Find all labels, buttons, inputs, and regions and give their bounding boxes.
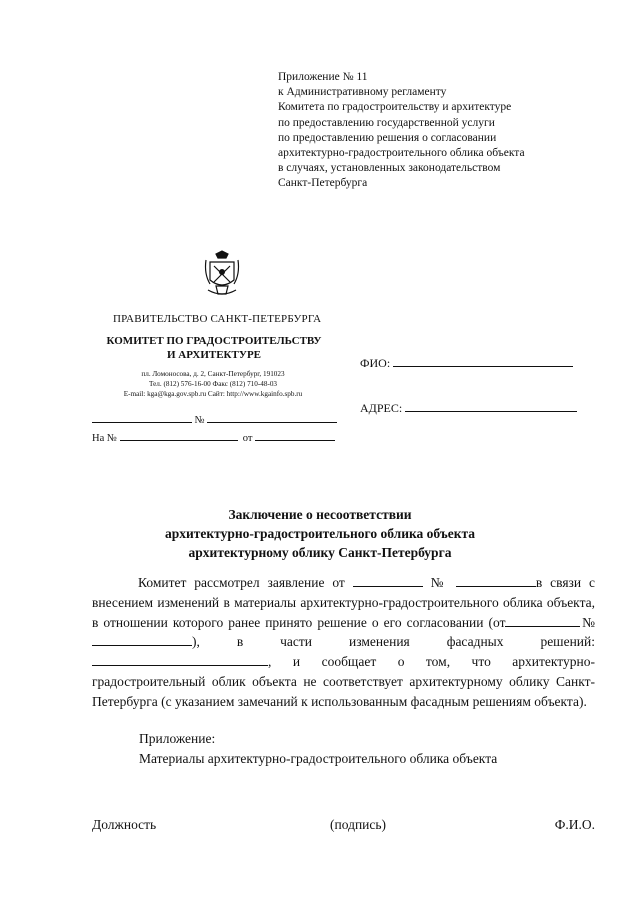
title-line: Заключение о несоответствии bbox=[228, 507, 412, 522]
contact-email: E-mail: kga@kga.gov.spb.ru Сайт: http://www.kgainfo.spb.ru bbox=[123, 390, 303, 398]
recipient-address bbox=[360, 401, 577, 416]
from-label: от bbox=[242, 433, 253, 444]
number-field bbox=[207, 412, 337, 423]
in-reply-label: На № bbox=[92, 433, 117, 444]
prior-decision-date-field bbox=[505, 616, 580, 627]
fio-label: ФИО: bbox=[360, 356, 391, 370]
attachment-label: Приложение: bbox=[139, 731, 216, 746]
annex-line: к Административному регламенту bbox=[278, 86, 447, 99]
reply-number-field bbox=[120, 430, 238, 441]
document-title bbox=[0, 505, 640, 562]
committee-line: И АРХИТЕКТУРЕ bbox=[167, 349, 261, 361]
annex-line: архитектурно-градостроительного облика объекта bbox=[278, 147, 525, 160]
annex-line: в случаях, установленных законодательством bbox=[278, 162, 501, 175]
annex-line: Санкт-Петербурга bbox=[278, 177, 368, 190]
body-paragraph bbox=[92, 573, 595, 712]
name-label: Ф.И.О. bbox=[554, 817, 595, 832]
fio-field bbox=[393, 356, 573, 367]
committee-line: КОМИТЕТ ПО ГРАДОСТРОИТЕЛЬСТВУ bbox=[106, 335, 322, 347]
position-label: Должность bbox=[92, 817, 157, 832]
committee-name bbox=[96, 334, 332, 362]
coat-of-arms-icon bbox=[202, 250, 242, 298]
outgoing-number-row bbox=[92, 412, 337, 426]
annex-line: по предоставлению государственной услуги bbox=[278, 116, 495, 129]
body-segment: в связи с внесением изменений в материалы архитектурно-градостроительного облика объекта, в отношении которого ранее принято решение о его согласовании (от bbox=[92, 575, 595, 630]
prior-decision-number-field bbox=[92, 635, 192, 646]
address-field bbox=[405, 401, 577, 412]
attachment-text: Материалы архитектурно-градостроительного облика объекта bbox=[139, 750, 498, 766]
body-segment: ), в части изменения фасадных решений: bbox=[192, 634, 595, 650]
title-line: архитектурно-градостроительного облика объекта bbox=[164, 526, 476, 541]
recipient-fio bbox=[360, 356, 573, 371]
application-date-field bbox=[353, 576, 423, 587]
annex-line: Приложение № 11 bbox=[278, 71, 368, 83]
body-segment: , и сообщает о том, что архитектурно-градостроительный облик объекта не соответствует архитектурному облику Санкт-Петербурга (с указанием замечаний к использованным фасадным решениям объекта). bbox=[92, 654, 595, 709]
date-field bbox=[92, 412, 192, 423]
application-number-field bbox=[456, 576, 536, 587]
contact-address: пл. Ломоносова, д. 2, Санкт-Петербург, 191023 bbox=[141, 370, 285, 378]
government-name: ПРАВИТЕЛЬСТВО САНКТ-ПЕТЕРБУРГА bbox=[113, 313, 322, 325]
title-line: архитектурному облику Санкт-Петербурга bbox=[188, 545, 452, 560]
number-label: № bbox=[194, 415, 205, 426]
body-segment: № bbox=[430, 575, 448, 590]
attachment-block bbox=[139, 729, 497, 768]
annex-block bbox=[278, 70, 525, 192]
annex-line: по предоставлению решения о согласовании bbox=[278, 131, 497, 144]
facade-decisions-field bbox=[92, 655, 268, 666]
body-segment: № bbox=[580, 614, 595, 630]
address-label: АДРЕС: bbox=[360, 401, 403, 415]
reply-date-field bbox=[255, 430, 335, 441]
body-text bbox=[92, 573, 595, 712]
annex-line: Комитета по градостроительству и архитектуре bbox=[278, 101, 512, 114]
in-reply-row bbox=[92, 430, 335, 444]
contact-phone: Тел. (812) 576-16-00 Факс (812) 710-48-03 bbox=[148, 380, 278, 388]
body-segment: Комитет рассмотрел заявление от bbox=[138, 575, 345, 590]
signature-label: (подпись) bbox=[330, 817, 387, 832]
committee-contacts bbox=[78, 369, 348, 399]
